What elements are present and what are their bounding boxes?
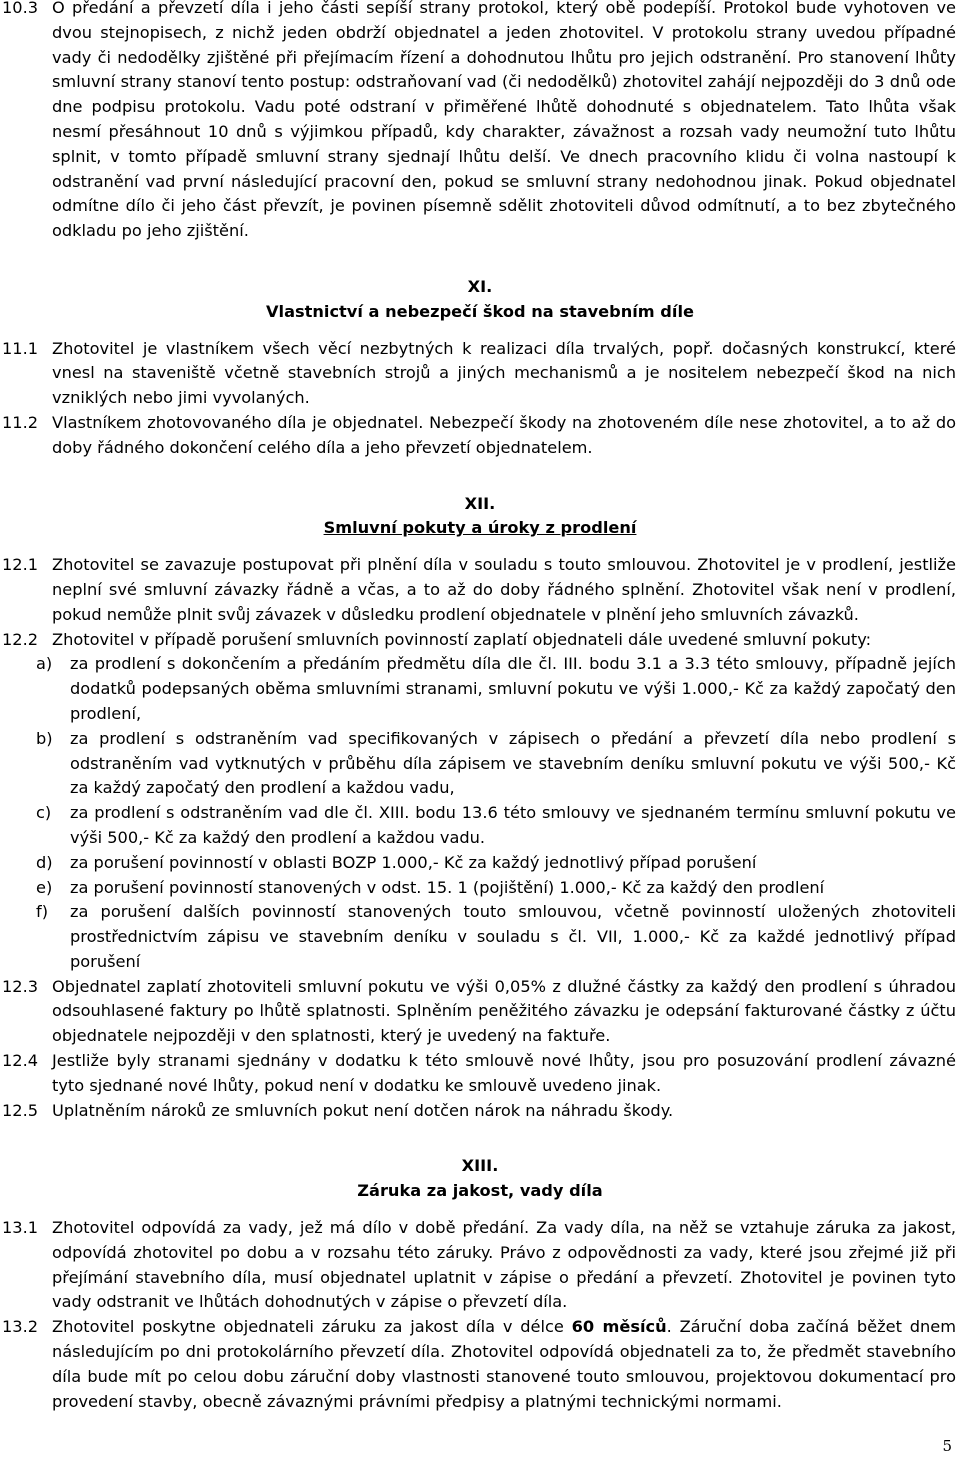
section-title-text: Smluvní pokuty a úroky z prodlení [323, 518, 637, 538]
paragraph-text: O předání a převzetí díla i jeho části sepíší strany protokol, který obě podepíší. Protokol bude vyhotoven ve dvou stejnopisech, z nichž jeden obdrží objednatel a jeden zhotovitel. V protokolu strany uvedou případné vady či nedodělky zjištěné při přejímacím řízení a dohodnutou lhůtu pro jejich odstranění. Pro stanovení lhůty smluvní strany stanoví tento postup: odstraňovaní vad (či nedodělků) zhotovitel zahájí nejpozději do 3 dnů ode dne podpisu protokolu. Vadu poté odstraní v přiměřené lhůtě dohodnuté s objednatelem. Tato lhůta však nesmí přesáhnout 10 dnů s výjimkou případů, kdy charakter, závažnost a rozsah vady neumožní tuto lhůtu splnit, v tomto případě smluvní strany sjednají lhůtu delší. Ve dnech pracovního klidu či volna nastoupí k odstranění vad první následující pracovní den, pokud se smluvní strany nedohodnou jinak. Pokud objednatel odmítne dílo či jeho část převzít, je povinen písemně sdělit zhotoviteli důvod odmítnutí, a to bez zbytečného odkladu po jeho zjištění. [52, 0, 956, 241]
paragraph-number: 12.1 [2, 555, 39, 575]
list-item-text: za porušení dalších povinností stanovených touto smlouvou, včetně povinností uložených zhotoviteli prostřednictvím zápisu ve stavebním deníku v souladu s čl. VII, 1.000,- Kč za každé jednotlivý případ porušení [70, 902, 956, 971]
paragraph-text: Objednatel zaplatí zhotoviteli smluvní pokutu ve výši 0,05% z dlužné částky za každý den prodlení s úhradou odsouhlasené faktury po lhůtě splatnosti. Splněním peněžitého závazku je odepsání fakturované částky z účtu objednatele nejpozději v den splatnosti, který je uvedený na faktuře. [52, 976, 956, 1046]
paragraph-text-after: . Záruční doba začíná běžet dnem následujícím po dni protokolárního převzetí díla. Zhotovitel odpovídá objednateli za to, že předmět stavebního díla bude mít po celou dobu záruční doby vlastnosti stanovené touto smlouvou, projektovou dokumentací pro provedení stavby, obecně závaznými právními předpisy a platnými technickými normami. [52, 1317, 957, 1411]
paragraph-11-2 [0, 411, 960, 461]
paragraph-12-5 [0, 1099, 960, 1124]
paragraph-11-1 [0, 337, 960, 411]
list-item-label: f) [36, 902, 49, 922]
paragraph-number: 11.1 [2, 338, 39, 358]
paragraph-text: Zhotovitel je vlastníkem všech věcí nezbytných k realizaci díla trvalých, popř. dočasných konstrukcí, které vnesl na staveniště včetně stavebních strojů a jiných mechanismů a je nositelem nebezpečí škod na nich vzniklých nebo jimi vyvolaných. [52, 338, 956, 408]
list-item [0, 851, 960, 876]
paragraph-number: 12.3 [2, 976, 39, 996]
paragraph-12-3 [0, 975, 960, 1049]
section-title-xiii [0, 1179, 960, 1204]
list-item-text: za prodlení s odstraněním vad specifikovaných v zápisech o předání a převzetí díla nebo prodlení s odstraněním vad vytknutých v průběhu díla zápisem ve stavebním deníku smluvní pokutu ve výši 500,- Kč za každý započatý den prodlení a každou vadu, [70, 728, 956, 798]
paragraph-12-1 [0, 553, 960, 627]
section-number-xiii: XIII. [461, 1156, 499, 1176]
paragraph-number: 10.3 [2, 0, 39, 17]
list-item-text: za prodlení s odstraněním vad dle čl. XIII. bodu 13.6 této smlouvy ve sjednaném termínu smluvní pokutu ve výši 500,- Kč za každý den prodlení a každou vadu. [70, 803, 956, 847]
penalty-list [0, 652, 960, 974]
section-number-xii: XII. [464, 493, 496, 513]
list-item-label: d) [36, 852, 53, 872]
section-title-text: Záruka za jakost, vady díla [357, 1181, 603, 1201]
list-item [0, 652, 960, 726]
paragraph-text: Zhotovitel se zavazuje postupovat při plnění díla v souladu s touto smlouvou. Zhotovitel je v prodlení, jestliže neplní své smluvní závazky řádně a včas, a to až do doby řádného splnění. Zhotovitel však není v prodlení, pokud nemůže plnit svůj závazek v důsledku prodlení objednatele v plnění jeho smluvních závazků. [52, 555, 956, 624]
paragraph-text-before: Zhotovitel poskytne objednateli záruku za jakost díla v délce [52, 1317, 572, 1337]
paragraph-number: 13.2 [2, 1317, 39, 1337]
list-item [0, 801, 960, 851]
list-item-label: a) [36, 654, 53, 674]
section-title-text: Vlastnictví a nebezpečí škod na stavebním díle [266, 301, 694, 321]
paragraph-text: Jestliže byly stranami sjednány v dodatku k této smlouvě nové lhůty, jsou pro posuzování prodlení závazné tyto sjednané nové lhůty, pokud není v dodatku ke smlouvě uvedeno jinak. [52, 1051, 956, 1095]
paragraph-text: Zhotovitel v případě porušení smluvních povinností zaplatí objednateli dále uvedené smluvní pokuty: [52, 629, 872, 649]
paragraph-10-3 [0, 0, 960, 244]
paragraph-13-2 [0, 1315, 960, 1414]
list-item-text: za prodlení s dokončením a předáním předmětu díla dle čl. III. bodu 3.1 a 3.3 této smlouvy, případně jejích dodatků podepsaných oběma smluvními stranami, smluvní pokutu ve výši 1.000,- Kč za každý započatý den prodlení, [70, 654, 956, 723]
list-item-label: c) [36, 803, 52, 823]
paragraph-text: Zhotovitel odpovídá za vady, jež má dílo v době předání. Za vady díla, na něž se vztahuje záruka za jakost, odpovídá zhotovitel po dobu a v rozsahu této záruky. Právo z odpovědnosti za vady, které jsou zřejmé již při přejímání stavebního díla, musí objednatel uplatnit v zápise o předání a převzetí. Zhotovitel je povinen tyto vady odstranit ve lhůtách dohodnutých v zápise o převzetí díla. [52, 1218, 956, 1312]
section-title-xii [0, 516, 960, 541]
list-item-text: za porušení povinností v oblasti BOZP 1.000,- Kč za každý jednotlivý případ porušení [70, 852, 757, 872]
warranty-period: 60 měsíců [571, 1317, 667, 1337]
paragraph-number: 12.4 [2, 1051, 39, 1071]
paragraph-text: Uplatněním nároků ze smluvních pokut není dotčen nárok na náhradu škody. [52, 1100, 674, 1120]
paragraph-text: Vlastníkem zhotovovaného díla je objednatel. Nebezpečí škody na zhotoveném díle nese zhotovitel, a to až do doby řádného dokončení celého díla a jeho převzetí objednatelem. [52, 412, 956, 457]
paragraph-number: 12.2 [2, 629, 39, 649]
paragraph-12-2 [0, 628, 960, 653]
list-item-text: za porušení povinností stanovených v odst. 15. 1 (pojištění) 1.000,- Kč za každý den prodlení [70, 877, 825, 897]
paragraph-number: 13.1 [2, 1218, 39, 1238]
paragraph-number: 12.5 [2, 1100, 39, 1120]
paragraph-number: 11.2 [2, 412, 39, 432]
section-number-xi: XI. [467, 276, 493, 296]
list-item-label: e) [36, 877, 53, 897]
paragraph-13-1 [0, 1216, 960, 1315]
list-item [0, 900, 960, 974]
page-number: 5 [942, 1437, 952, 1455]
list-item-label: b) [36, 728, 53, 748]
list-item [0, 727, 960, 801]
section-title-xi [0, 300, 960, 325]
paragraph-12-4 [0, 1049, 960, 1099]
list-item [0, 876, 960, 901]
